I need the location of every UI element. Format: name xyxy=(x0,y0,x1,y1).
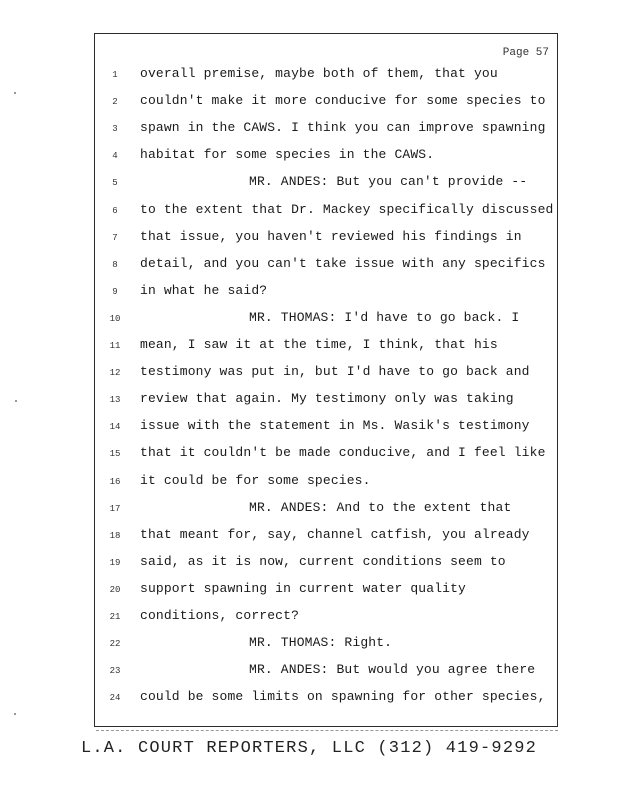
line-number: 18 xyxy=(109,530,121,541)
line-number: 6 xyxy=(112,205,118,216)
line-text: MR. THOMAS: I'd have to go back. I xyxy=(249,309,520,325)
line-text: couldn't make it more conducive for some species to xyxy=(140,93,546,109)
line-text: that it couldn't be made conducive, and I feel like xyxy=(140,445,546,461)
line-text: to the extent that Dr. Mackey specifically discussed xyxy=(140,201,554,217)
line-text: in what he said? xyxy=(140,282,268,298)
line-number: 9 xyxy=(112,286,118,297)
line-text: MR. ANDES: And to the extent that xyxy=(249,499,512,515)
line-number: 14 xyxy=(109,422,121,433)
line-text: that issue, you haven't reviewed his findings in xyxy=(140,228,522,244)
line-number: 8 xyxy=(112,259,118,270)
line-text: said, as it is now, current conditions seem to xyxy=(140,553,506,569)
line-number: 15 xyxy=(109,449,121,460)
line-text: overall premise, maybe both of them, that you xyxy=(140,66,498,81)
line-text: mean, I saw it at the time, I think, that his xyxy=(140,337,498,352)
scan-speck xyxy=(15,400,17,402)
line-number: 19 xyxy=(109,557,121,568)
line-number: 23 xyxy=(109,666,121,677)
line-number: 12 xyxy=(109,368,121,379)
line-number: 13 xyxy=(109,395,121,406)
line-text: MR. ANDES: But would you agree there xyxy=(249,662,536,678)
line-number: 16 xyxy=(109,476,121,487)
bottom-dashed-rule xyxy=(96,730,558,731)
line-number: 17 xyxy=(109,503,121,514)
line-number: 11 xyxy=(109,341,121,351)
line-number: 5 xyxy=(112,178,118,189)
line-number: 7 xyxy=(112,232,118,243)
line-text: conditions, correct? xyxy=(140,608,300,623)
line-text: it could be for some species. xyxy=(140,472,371,488)
line-text: spawn in the CAWS. I think you can improve spawning xyxy=(140,120,546,136)
line-number: 20 xyxy=(109,584,121,595)
line-text: that meant for, say, channel catfish, you already xyxy=(140,526,530,542)
line-text: review that again. My testimony only was taking xyxy=(140,391,514,407)
line-number: 24 xyxy=(109,693,121,704)
line-text: testimony was put in, but I'd have to go back and xyxy=(140,364,530,380)
line-number: 4 xyxy=(112,151,118,162)
line-number: 1 xyxy=(112,70,118,80)
line-text: detail, and you can't take issue with any specifics xyxy=(140,255,546,271)
page-number: Page 57 xyxy=(502,47,549,59)
line-number: 3 xyxy=(112,124,118,135)
line-number: 22 xyxy=(109,639,121,650)
line-text: habitat for some species in the CAWS. xyxy=(140,147,435,163)
line-text: MR. THOMAS: Right. xyxy=(249,635,393,651)
scan-speck xyxy=(14,92,16,94)
line-text: issue with the statement in Ms. Wasik's testimony xyxy=(140,418,530,434)
footer-reporter-info: L.A. COURT REPORTERS, LLC (312) 419-9292 xyxy=(80,739,538,758)
scan-speck xyxy=(14,713,16,715)
transcript-page-frame xyxy=(94,33,558,727)
line-number: 2 xyxy=(112,97,118,108)
line-number: 10 xyxy=(109,313,121,324)
line-number: 21 xyxy=(109,612,121,622)
line-text: could be some limits on spawning for other species, xyxy=(140,689,546,705)
line-text: MR. ANDES: But you can't provide -- xyxy=(249,174,528,190)
transcript-line xyxy=(95,689,557,726)
line-text: support spawning in current water quality xyxy=(140,580,467,596)
